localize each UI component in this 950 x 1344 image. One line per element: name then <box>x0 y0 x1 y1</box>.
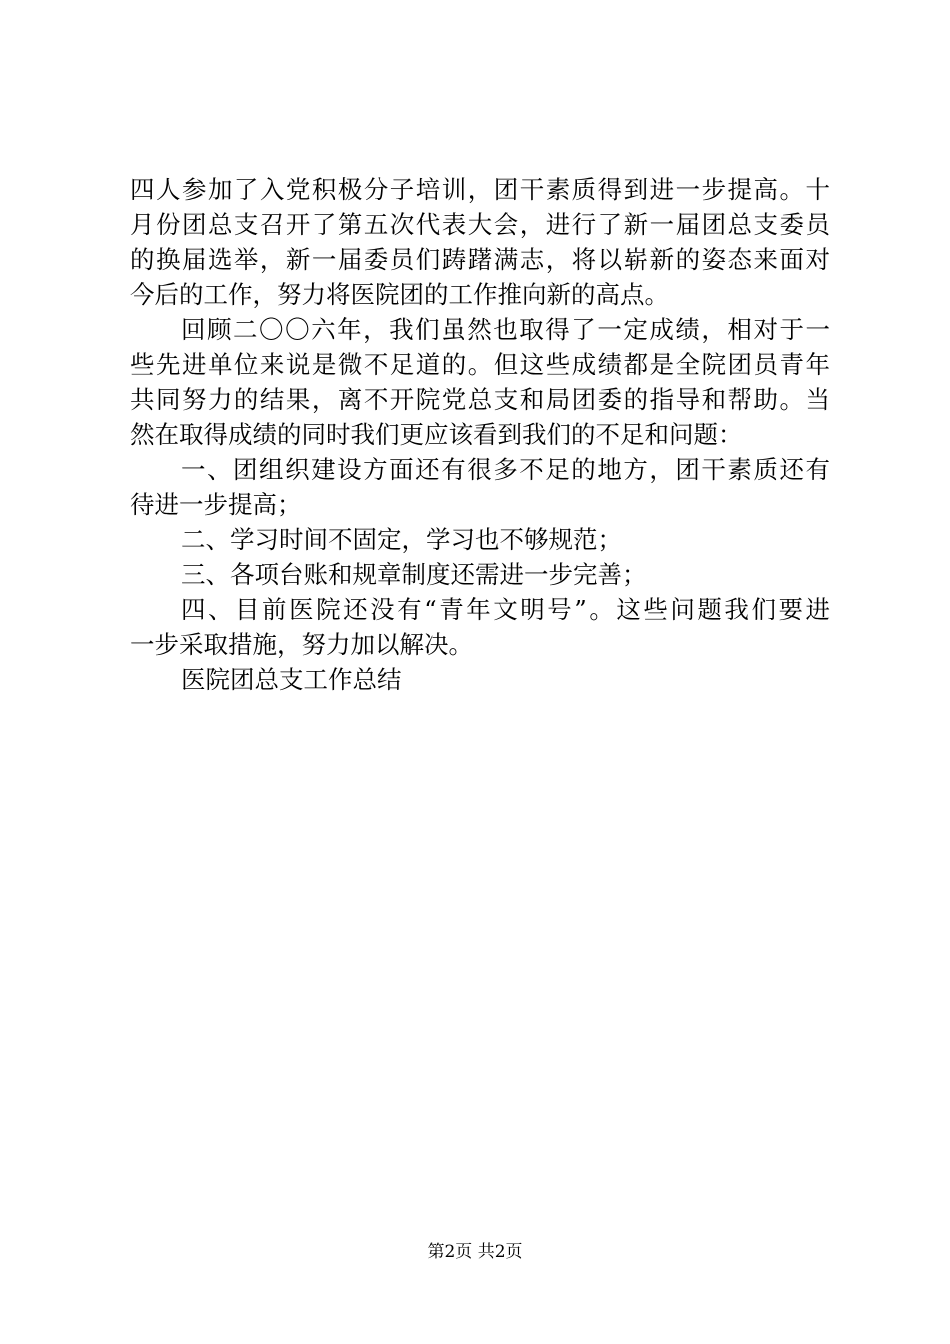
text-line: 的换届选举，新一届委员们踌躇满志，将以崭新的姿态来面对 <box>130 245 830 274</box>
list-item: 三、各项台账和规章制度还需进一步完善； <box>181 560 647 589</box>
document-body <box>130 172 830 697</box>
document-title-line: 医院团总支工作总结 <box>181 665 402 694</box>
text-line: 一步采取措施，努力加以解决。 <box>130 630 473 659</box>
list-item: 四、目前医院还没有“青年文明号”。这些问题我们要进 <box>181 595 830 624</box>
text-line: 共同努力的结果，离不开院党总支和局团委的指导和帮助。当 <box>130 385 830 414</box>
text-line: 然在取得成绩的同时我们更应该看到我们的不足和问题： <box>130 420 743 449</box>
page-number-footer: 第2页 共2页 <box>427 1242 523 1262</box>
text-line: 月份团总支召开了第五次代表大会，进行了新一届团总支委员 <box>130 210 830 239</box>
text-line: 些先进单位来说是微不足道的。但这些成绩都是全院团员青年 <box>130 350 830 379</box>
list-item: 一、团组织建设方面还有很多不足的地方，团干素质还有 <box>181 455 830 484</box>
text-line: 四人参加了入党积极分子培训，团干素质得到进一步提高。十 <box>130 175 830 204</box>
text-line: 待进一步提高； <box>130 490 302 519</box>
text-line: 回顾二〇〇六年，我们虽然也取得了一定成绩，相对于一 <box>181 315 830 344</box>
text-line: 今后的工作，努力将医院团的工作推向新的高点。 <box>130 280 669 309</box>
list-item: 二、学习时间不固定，学习也不够规范； <box>181 525 622 554</box>
